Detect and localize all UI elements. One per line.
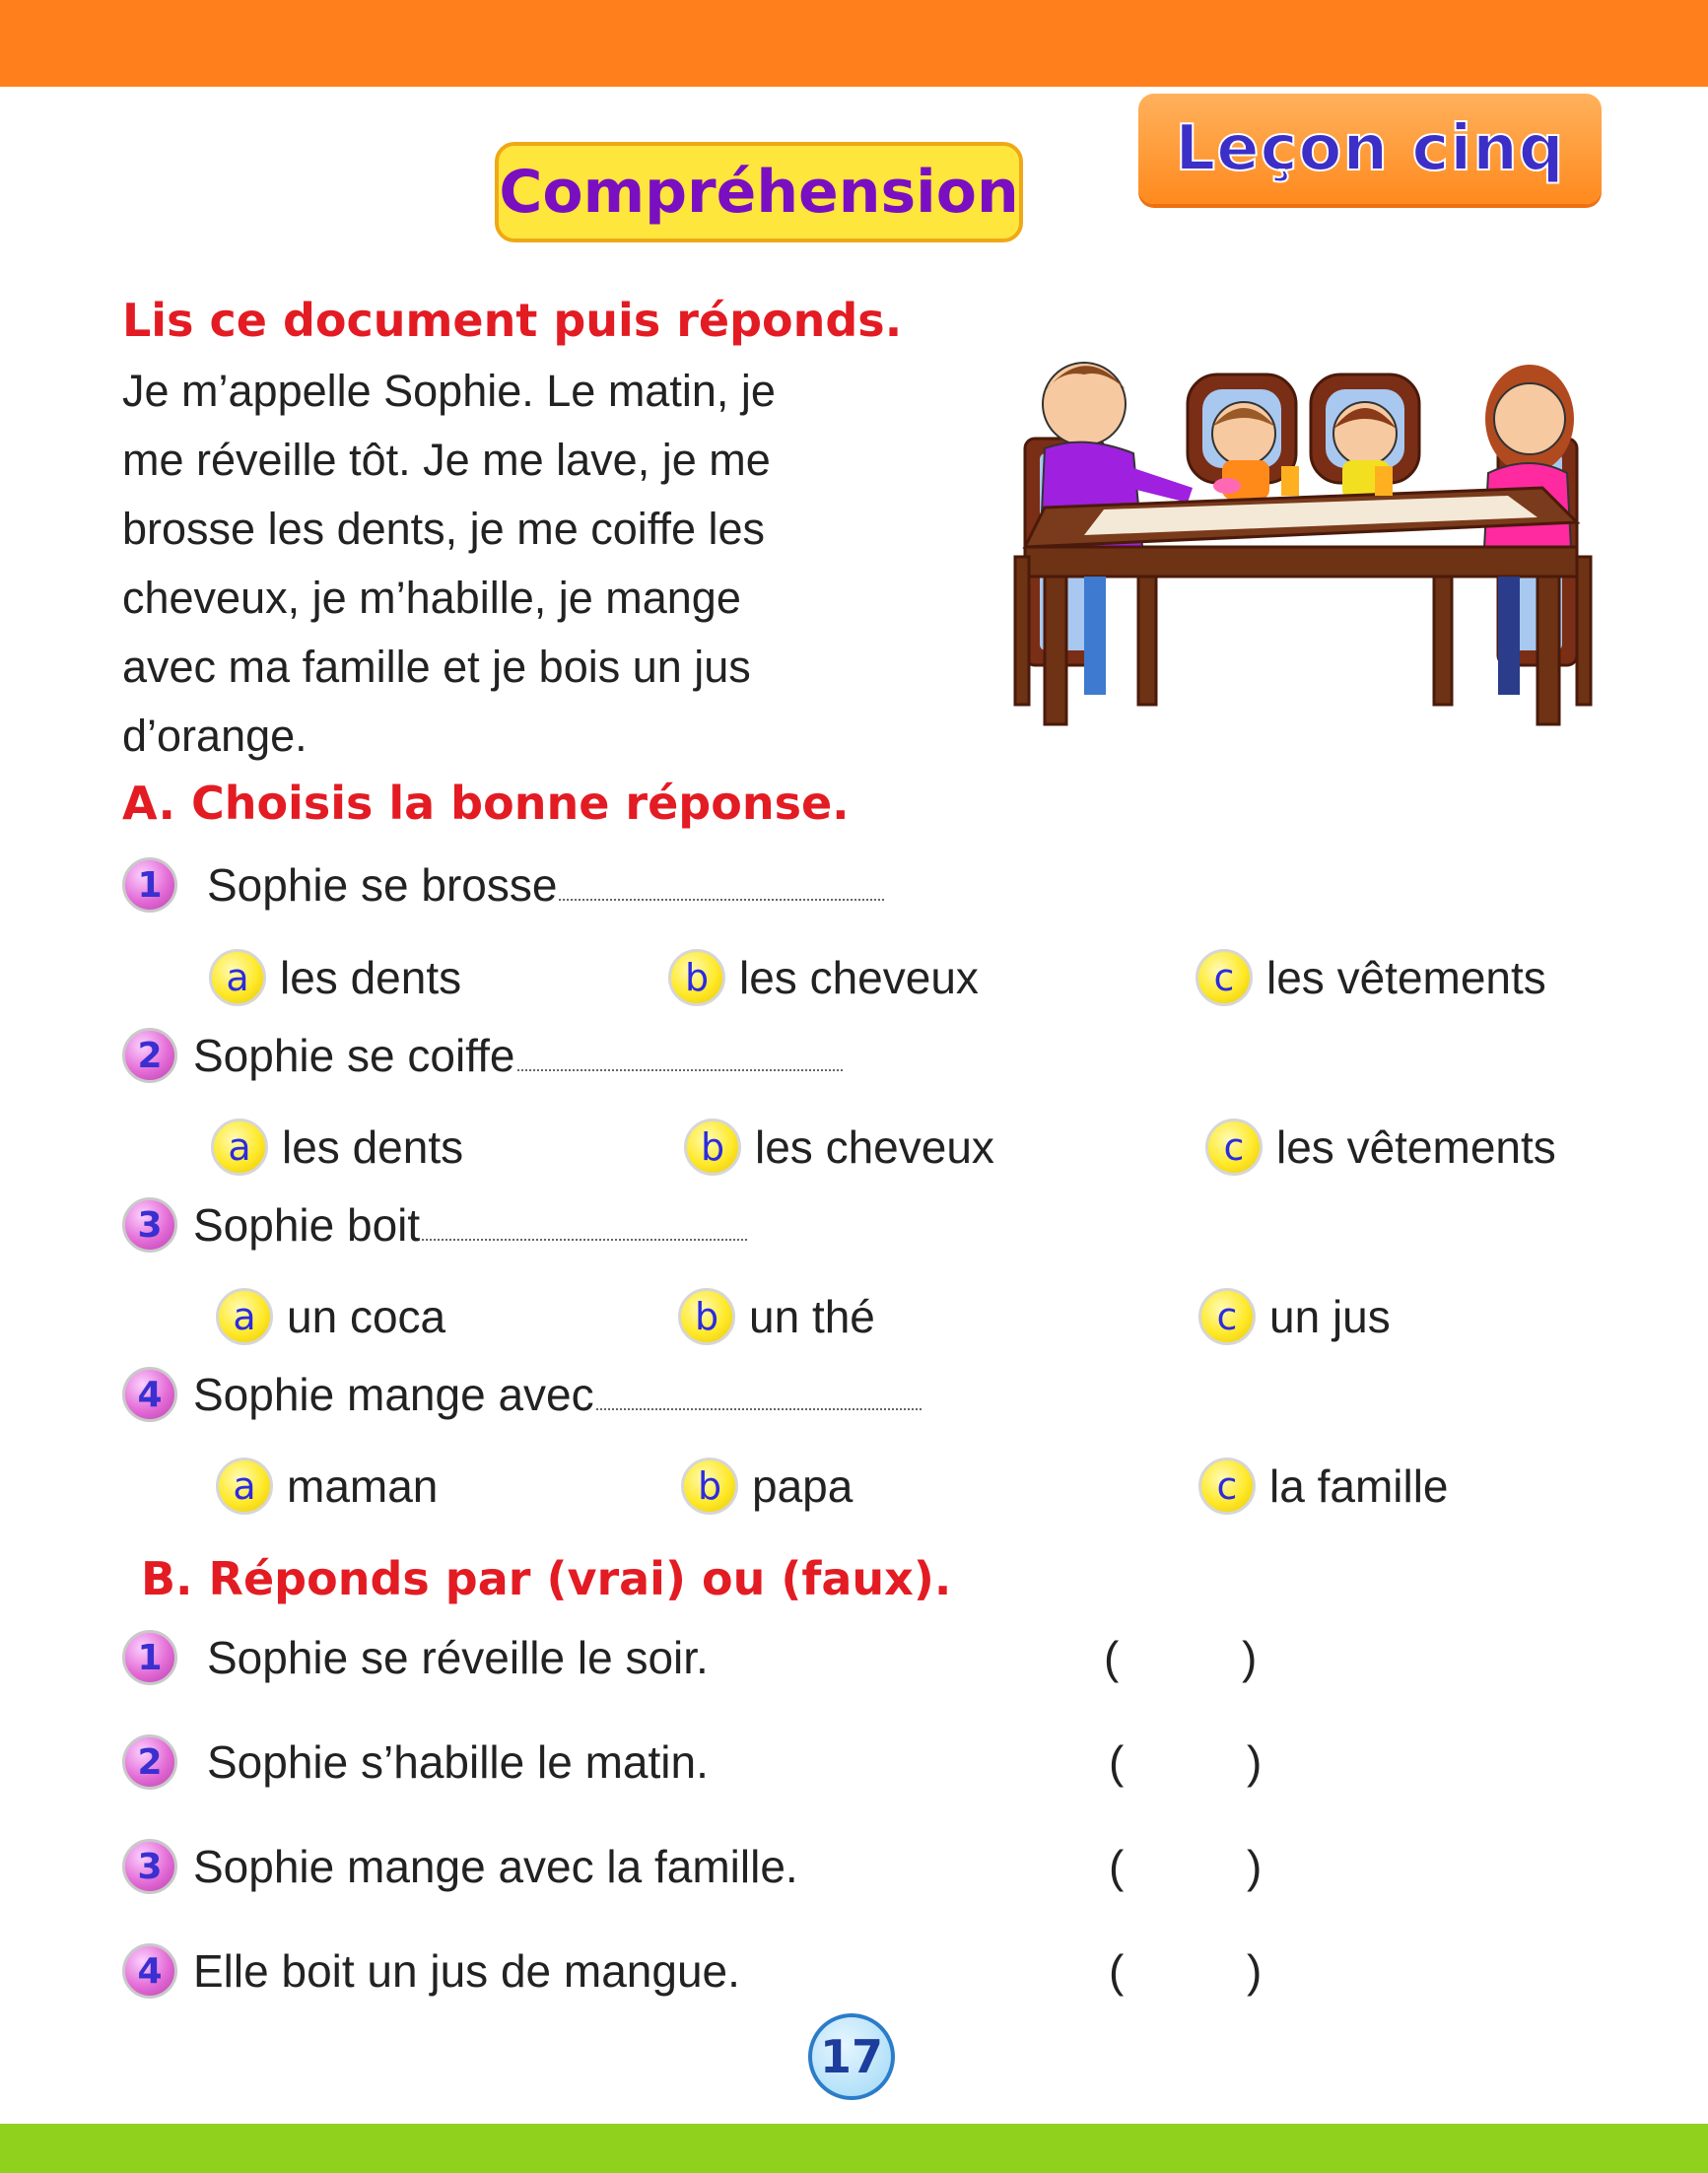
option-c[interactable] — [1205, 1118, 1556, 1177]
question-number-badge: 3 — [122, 1197, 177, 1253]
question-number-badge: 2 — [122, 1028, 177, 1083]
passage-line: cheveux, je m’habille, je mange — [122, 573, 741, 623]
option-letter-badge: a — [216, 1288, 273, 1345]
instruction-heading: Lis ce document puis réponds. — [122, 294, 903, 347]
option-letter-badge: b — [668, 949, 725, 1006]
statement-number-badge: 3 — [122, 1839, 177, 1894]
option-b[interactable] — [678, 1287, 875, 1346]
option-b[interactable] — [668, 948, 979, 1007]
option-c[interactable] — [1198, 1287, 1391, 1346]
option-text: les cheveux — [739, 952, 979, 1003]
answer-close-paren: ) — [1247, 1945, 1263, 1997]
option-text: la famille — [1269, 1460, 1449, 1512]
answer-open-paren: ( — [1109, 1841, 1125, 1892]
part-a-title: A. Choisis la bonne réponse. — [122, 777, 850, 830]
passage-line: d’orange. — [122, 711, 307, 761]
passage-line: avec ma famille et je bois un jus — [122, 642, 751, 692]
question-number-badge: 1 — [122, 857, 177, 913]
option-c[interactable] — [1198, 1457, 1449, 1516]
reading-passage — [122, 357, 970, 771]
option-text: les vêtements — [1266, 952, 1546, 1003]
option-a[interactable] — [211, 1118, 463, 1177]
option-letter-badge: c — [1205, 1119, 1263, 1176]
passage-line: me réveille tôt. Je me lave, je me — [122, 435, 771, 485]
statement-row — [122, 1941, 740, 2001]
question-row — [122, 1365, 922, 1424]
option-text: les dents — [280, 952, 462, 1003]
question-row — [122, 1195, 747, 1255]
option-a[interactable] — [216, 1457, 438, 1516]
option-text: un coca — [287, 1291, 446, 1342]
section-title: Compréhension — [499, 158, 1019, 227]
option-text: un jus — [1269, 1291, 1391, 1342]
option-a[interactable] — [209, 948, 461, 1007]
option-text: un thé — [749, 1291, 875, 1342]
answer-close-paren: ) — [1247, 1736, 1263, 1788]
question-row — [122, 1026, 843, 1085]
option-text: papa — [752, 1460, 854, 1512]
option-letter-badge: a — [216, 1458, 273, 1515]
option-b[interactable] — [681, 1457, 853, 1516]
answer-blank[interactable] — [517, 1040, 843, 1071]
statement-row — [122, 1732, 709, 1792]
question-row — [122, 855, 884, 915]
answer-blank[interactable] — [596, 1379, 922, 1410]
question-number-badge: 4 — [122, 1367, 177, 1422]
statement-text: Elle boit un jus de mangue. — [193, 1945, 740, 1997]
question-label: Sophie boit — [193, 1199, 421, 1251]
section-badge — [495, 142, 1023, 242]
answer-open-paren: ( — [1104, 1632, 1120, 1683]
option-a[interactable] — [216, 1287, 445, 1346]
answer-open-paren: ( — [1109, 1945, 1125, 1997]
option-letter-badge: b — [684, 1119, 741, 1176]
question-text — [193, 1368, 922, 1421]
page-number: 17 — [808, 2013, 895, 2100]
option-letter-badge: c — [1196, 949, 1253, 1006]
statement-text: Sophie mange avec la famille. — [193, 1841, 798, 1892]
statement-number-badge: 2 — [122, 1734, 177, 1790]
option-letter-badge: b — [681, 1458, 738, 1515]
lesson-title: Leçon cinq — [1175, 112, 1565, 185]
question-label: Sophie se coiffe — [193, 1030, 515, 1081]
option-letter-badge: b — [678, 1288, 735, 1345]
question-text — [193, 1198, 747, 1252]
statement-text: Sophie s’habille le matin. — [207, 1736, 709, 1788]
answer-blank[interactable] — [559, 869, 884, 901]
option-letter-badge: a — [211, 1119, 268, 1176]
option-c[interactable] — [1196, 948, 1546, 1007]
bottom-color-bar — [0, 2124, 1708, 2173]
option-text: les dents — [282, 1121, 464, 1173]
question-text — [207, 858, 884, 912]
option-letter-badge: a — [209, 949, 266, 1006]
top-color-bar — [0, 0, 1708, 87]
option-text: les vêtements — [1276, 1121, 1556, 1173]
statement-text: Sophie se réveille le soir. — [207, 1632, 709, 1683]
question-text — [193, 1029, 843, 1082]
passage-line: Je m’appelle Sophie. Le matin, je — [122, 366, 776, 416]
statement-row — [122, 1837, 798, 1896]
option-b[interactable] — [684, 1118, 994, 1177]
answer-close-paren: ) — [1247, 1841, 1263, 1892]
part-b-title: B. Réponds par (vrai) ou (faux). — [141, 1552, 952, 1605]
statement-number-badge: 4 — [122, 1943, 177, 1999]
answer-open-paren: ( — [1109, 1736, 1125, 1788]
statement-row — [122, 1628, 709, 1687]
question-label: Sophie mange avec — [193, 1369, 594, 1420]
lesson-badge — [1138, 94, 1602, 204]
passage-line: brosse les dents, je me coiffe les — [122, 504, 765, 554]
answer-blank[interactable] — [422, 1209, 747, 1241]
answer-close-paren: ) — [1242, 1632, 1258, 1683]
option-text: maman — [287, 1460, 439, 1512]
option-letter-badge: c — [1198, 1288, 1256, 1345]
family-breakfast-illustration — [986, 340, 1616, 734]
option-text: les cheveux — [755, 1121, 994, 1173]
question-label: Sophie se brosse — [207, 859, 558, 911]
option-letter-badge: c — [1198, 1458, 1256, 1515]
statement-number-badge: 1 — [122, 1630, 177, 1685]
